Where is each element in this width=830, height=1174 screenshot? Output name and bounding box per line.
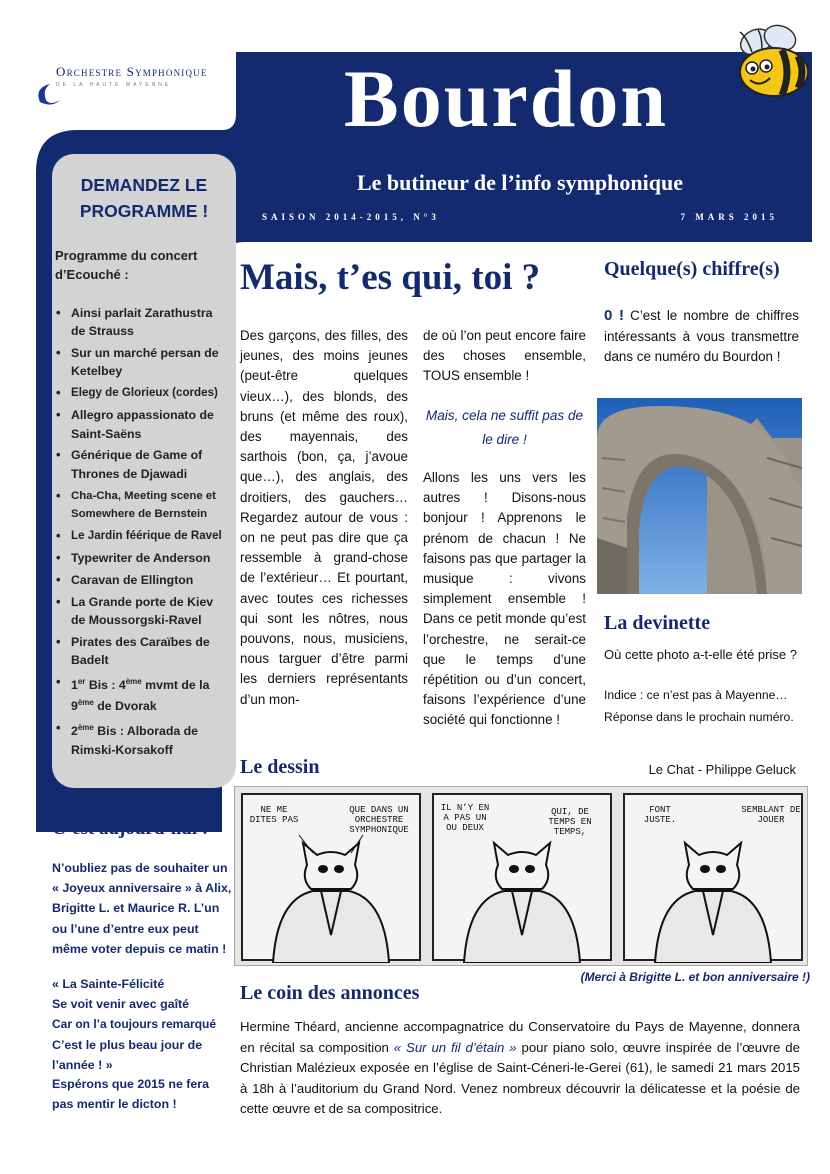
today-closing: Espérons que 2015 ne fera pas mentir le dicton ! [52,1077,210,1112]
program-item-bis1 [55,673,227,716]
program-item: • Allegro appassionato de Saint-Saëns [55,406,227,443]
riddle-hint: Indice : ce n’est pas à Mayenne… [604,688,788,702]
newsletter-title: Bourdon [344,53,668,144]
article-column-1: Des garçons, des filles, des jeunes, des moins jeunes (peut-être quelques vieux…), des blonds, des bruns (et même des roux), des mayennais, des sarthois (bon, ça, j’avoue que…), des anglais, des droitiers, des gauchers… Regardez autour de vous : on ne peut pas dire que ça ressemble à grand-chose de l’extérieur… Et pourtant, avec toutes ces richesses qui sont les nôtres, nous pouvons, nous, musiciens, nous targuer d’être parmi les derniers représentants d’un mon- [240,328,408,707]
issue-season: SAISON 2014-2015, N°3 [262,212,440,222]
comic-panel [241,793,421,961]
issue-date: 7 MARS 2015 [680,212,778,222]
program-title-line2: PROGRAMME ! [79,201,209,221]
program-title [52,172,236,224]
church-arch-photo [597,398,802,594]
article-column-2-end: Allons les uns vers les autres ! Disons-nous bonjour ! Apprenons le prénom de chacun ! Ne faisons pas que partager la musique : vivons simplement ensemble ! Dans ce petit monde qu’est l’orchestre, ne serait-ce que le temps d’une répétition ou d’un concert, faisons l’expérience d’une société qui fonctionne ! [423,470,586,728]
program-item: • Générique de Game of Thrones de Djawadi [55,446,227,483]
comic-panel [623,793,803,961]
speech-bubble: SEMBLANT DE JOUER [741,805,801,825]
bis2-a-sup: ème [77,723,94,733]
announcements-title: Le coin des annonces [240,982,420,1004]
program-title-line1: DEMANDEZ LE [80,175,208,195]
speech-bubble: QUE DANS UN ORCHESTRE SYMPHONIQUE [349,805,409,835]
bis1-b: Bis : 4 [85,677,126,692]
announcement-part: pour piano solo, œuvre inspirée de l’œuvre de Christian Malézieux exposée en l’église de Saint-Céneri-le-Gerei (61), le samedi 21 mars 2015 à 18h à l’auditorium du Grand Nord. Venez nombreux découvrir la délicatesse et la poésie de cette œuvre et de sa compositrice. [240,1039,800,1117]
announcements-text [240,1017,800,1120]
bis2-a: 2 [71,724,78,739]
program-item: • Ainsi parlait Zarathustra de Strauss [55,304,227,341]
program-item: • Le Jardin féérique de Ravel [55,527,227,545]
program-item: • Cha-Cha, Meeting scene et Somewhere de Bernstein [55,487,227,524]
speech-bubble: NE ME DITES PAS [249,805,299,825]
figures-title: Quelque(s) chiffre(s) [604,258,780,280]
program-item: • Sur un marché persan de Ketelbey [55,344,227,381]
bis1-c-sup: ème [77,698,94,708]
figures-number: 0 ! [604,307,624,324]
program-list [55,304,227,763]
program-intro: Programme du concert d’Ecouché : [55,248,198,282]
program-item: • Caravan de Ellington [55,571,227,589]
comic-panel [432,793,612,961]
figures-body: C’est le nombre de chiffres intéressants à vous transmettre dans ce numéro du Bourdon ! [604,308,799,365]
program-item: • Pirates des Caraïbes de Badelt [55,633,227,670]
program-item: • Elegy de Glorieux (cordes) [55,384,227,402]
cat-drawing-icon [243,795,423,963]
comic-title: Le dessin [240,756,320,778]
speech-bubble: FONT JUSTE. [643,805,677,825]
speech-bubble: IL N’Y EN A PAS UN OU DEUX [440,803,490,833]
speech-bubble: QUI, DE TEMPS EN TEMPS, [548,807,592,837]
poem-line: Car on l’a toujours remarqué [52,1017,217,1032]
today-birthday-text: N’oubliez pas de souhaiter un « Joyeux anniversaire » à Alix, Brigitte L. et Maurice R. L’un ou l’une d’entre eux peut même voter depuis ce matin ! [52,861,232,956]
program-item: • Typewriter de Anderson [55,549,227,567]
bee-icon [722,22,818,102]
program-item-bis2 [55,719,227,759]
poem-line: « La Sainte-Félicité [52,977,165,991]
comic-thanks: (Merci à Brigitte L. et bon anniversaire !) [580,970,810,984]
riddle-question: Où cette photo a-t-elle été prise ? [604,647,797,662]
cat-drawing-icon [625,795,805,963]
today-poem [52,974,232,1075]
bis1-a: 1 [71,677,78,692]
bis2-b: Bis : Alborada de Rimski-Korsakoff [71,724,198,757]
announcement-part: Hermine Théard, ancienne accompagnatrice du Conservatoire du Pays de Mayenne, donnera en récital sa composition [240,1019,800,1055]
poem-line: C’est le plus beau jour de l’année ! » [52,1037,203,1072]
figures-text [604,306,799,368]
poem-line: Se voit venir avec gaîté [52,997,190,1012]
bis1-d: de Dvorak [93,699,157,714]
riddle-title: La devinette [604,612,711,634]
logo-line2: DE LA HAUTE MAYENNE [56,82,172,88]
comic-credit: Le Chat - Philippe Geluck [648,762,796,777]
comic-strip [234,786,808,966]
bis1-a-sup: er [77,676,86,686]
newsletter-subtitle: Le butineur de l’info symphonique [356,170,683,195]
article-quote: Mais, cela ne suffit pas de le dire ! [425,408,584,447]
article-title: Mais, t’es qui, toi ? [240,257,541,298]
article-column-2-start: de où l’on peut encore faire des choses ensemble, TOUS ensemble ! [423,328,586,384]
bis1-b-sup: ème [125,676,142,686]
program-item: • La Grande porte de Kiev de Moussorgski-Ravel [55,593,227,630]
bis1-c: mvmt de la 9 [71,677,210,714]
riddle-answer-note: Réponse dans le prochain numéro. [604,710,794,724]
today-title: C’est aujourd’hui ! [52,818,209,839]
logo-line1: Orchestre Symphonique [56,64,208,79]
cat-drawing-icon [434,795,614,963]
orchestra-logo [36,58,236,114]
announcement-work-title: « Sur un fil d’étain » [393,1039,517,1055]
